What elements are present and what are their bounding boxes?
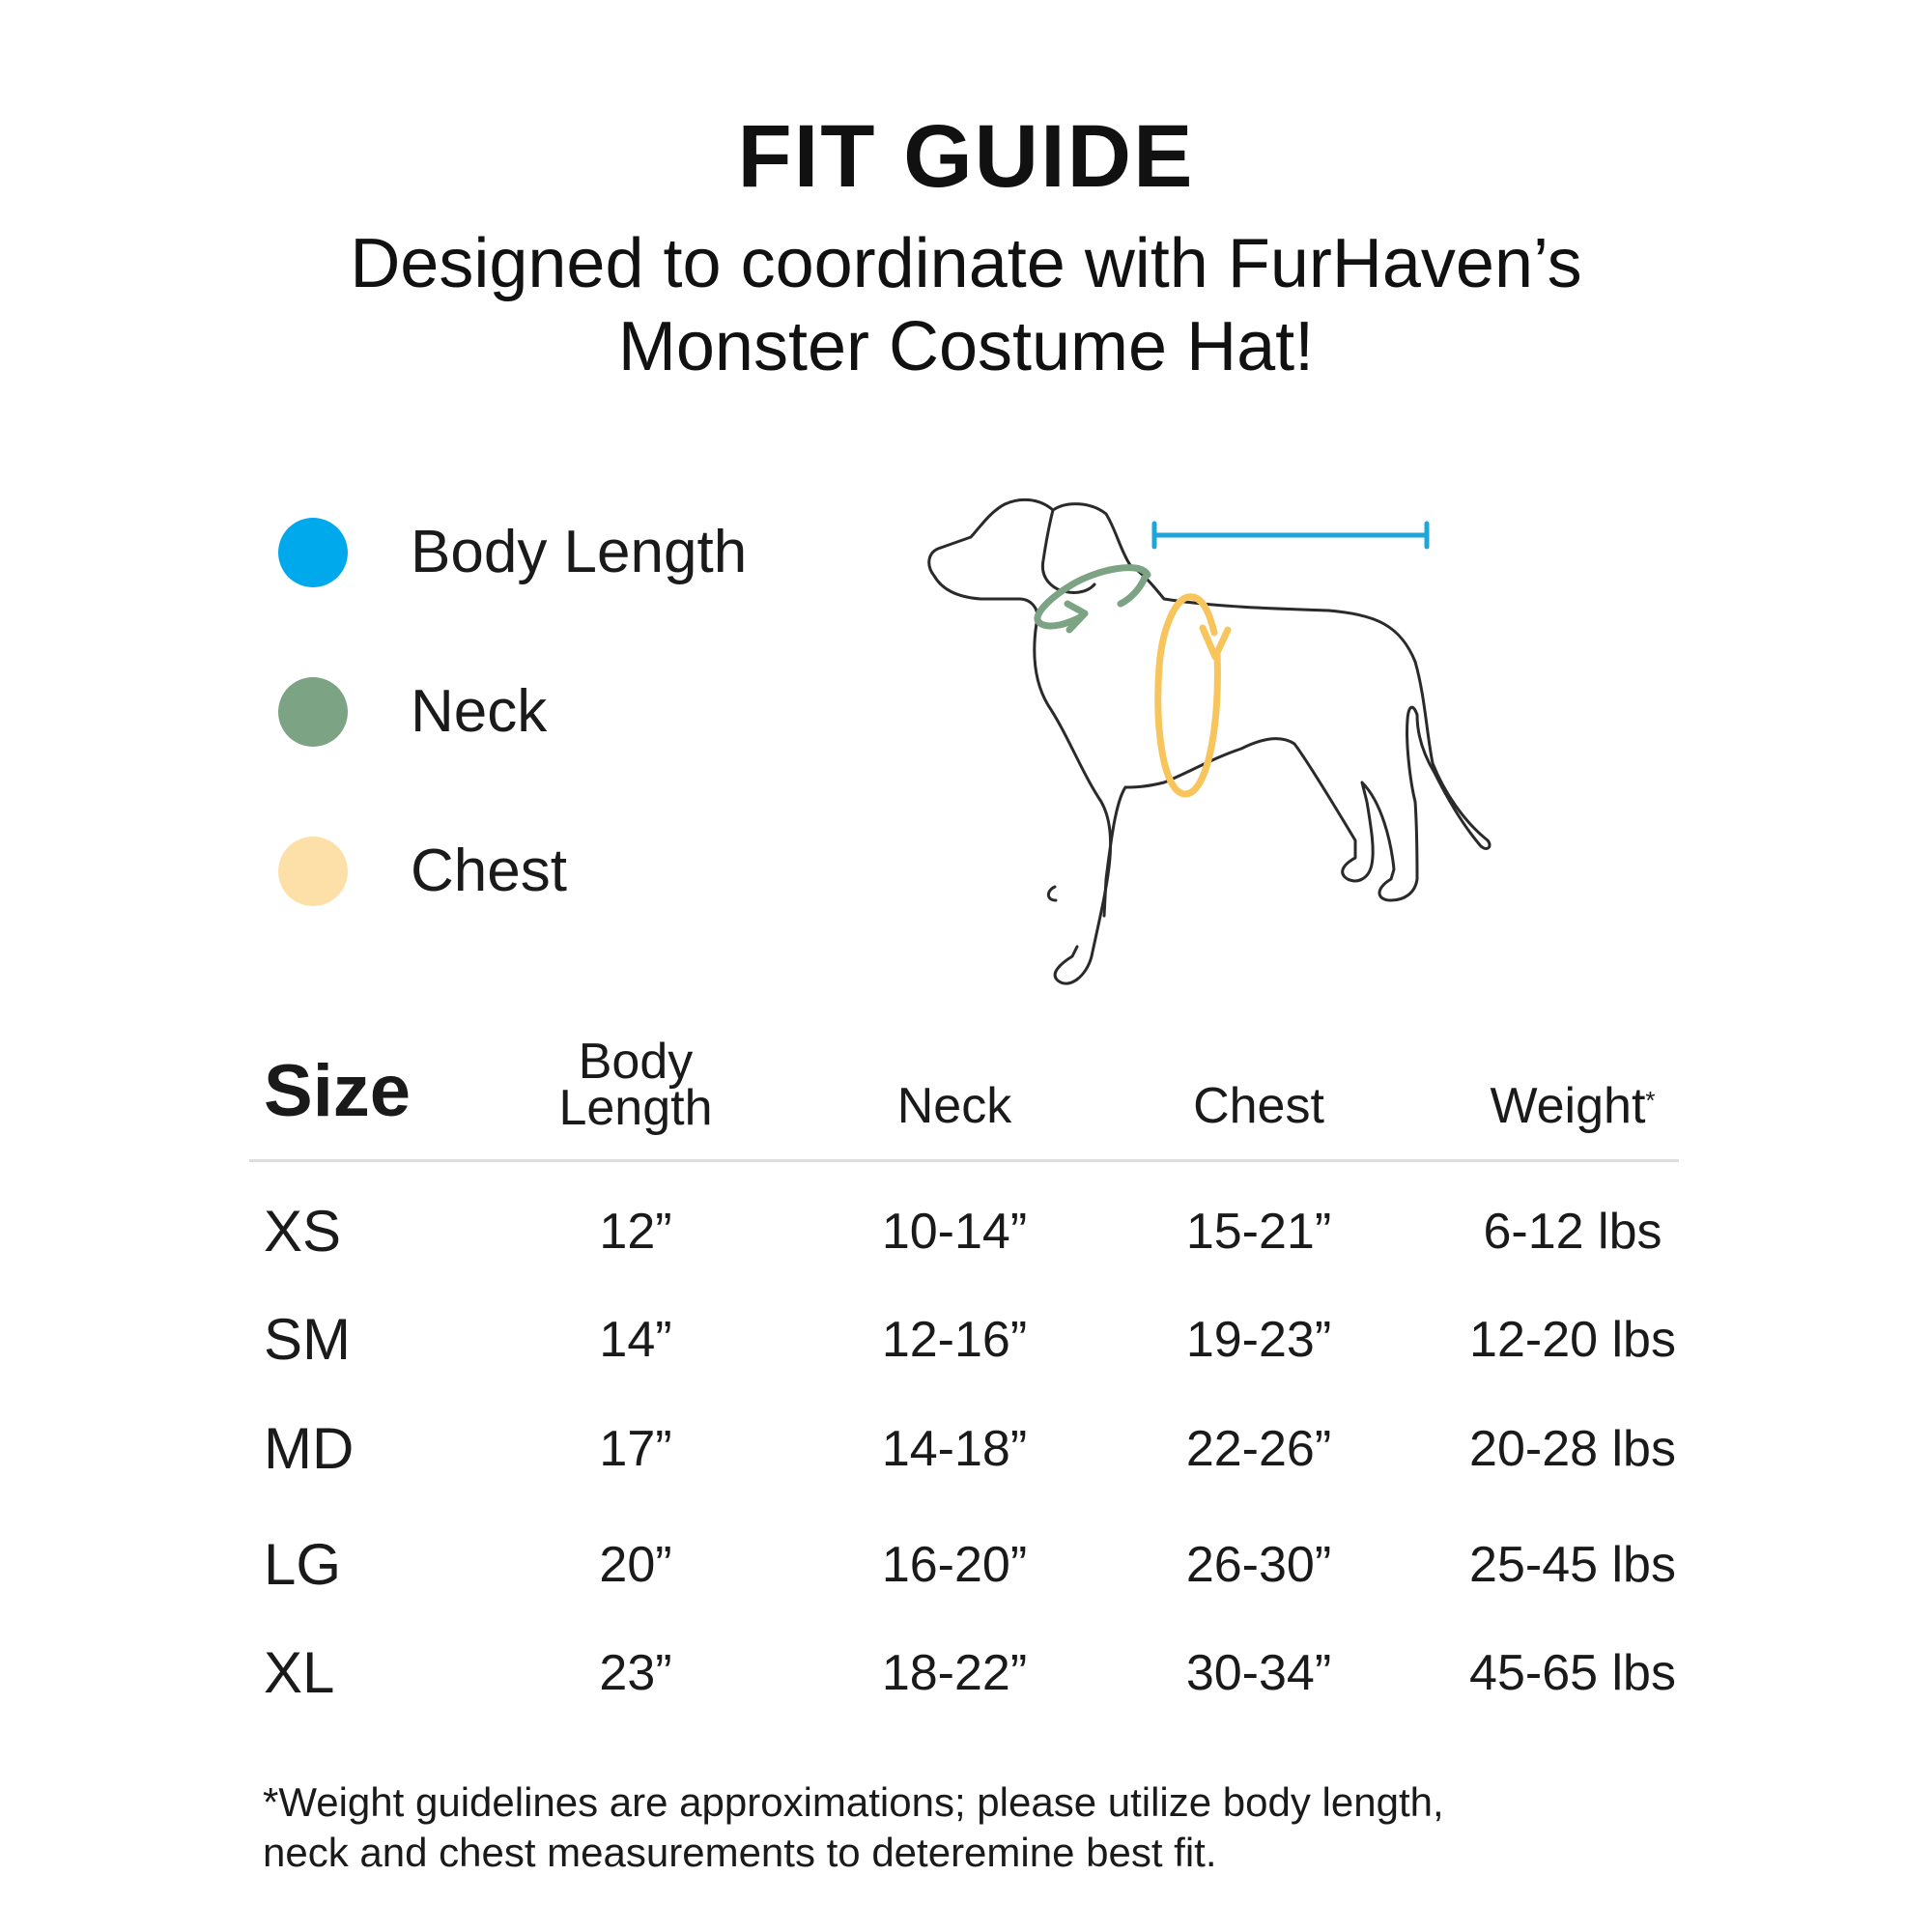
header-weight [1399,1078,1747,1134]
cell-body-length: 20” [599,1537,672,1593]
legend-item-neck [270,671,850,749]
cell-weight: 25-45 lbs [1469,1537,1676,1593]
cell-chest: 30-34” [1185,1645,1332,1701]
table-row [249,1415,1679,1492]
body-length-indicator [1154,524,1427,547]
table-row [249,1198,1679,1275]
header-weight-asterisk: * [1645,1086,1656,1115]
cell-chest: 26-30” [1185,1537,1332,1593]
neck-dot [278,677,348,747]
subtitle-line-1: Designed to coordinate with FurHaven’s [350,225,1582,302]
header-size: Size [264,1050,412,1132]
cell-chest: 19-23” [1185,1312,1332,1368]
chest-dot [278,837,348,906]
table-row [249,1531,1679,1608]
cell-neck: 10-14” [881,1204,1028,1260]
legend-label: Neck [411,678,548,745]
page-title: FIT GUIDE [737,107,1195,206]
subtitle-line-2: Monster Costume Hat! [617,308,1315,385]
cell-size: MD [264,1416,355,1481]
cell-weight: 45-65 lbs [1469,1645,1676,1701]
cell-body-length: 23” [599,1645,672,1701]
neck-indicator [1037,568,1148,630]
cell-body-length: 17” [599,1421,672,1477]
footnote-line-2: neck and chest measurements to deteremine best fit. [263,1830,1217,1875]
cell-weight: 6-12 lbs [1483,1204,1662,1260]
cell-neck: 12-16” [881,1312,1028,1368]
cell-neck: 14-18” [881,1421,1028,1477]
legend-label: Body Length [411,519,748,585]
cell-size: XS [264,1199,342,1264]
legend-item-chest [270,831,850,908]
header-neck: Neck [896,1078,1012,1134]
cell-body-length: 12” [599,1204,672,1260]
header-body-length-line-1: Body [578,1034,694,1090]
cell-body-length: 14” [599,1312,672,1368]
table-row [249,1639,1679,1717]
cell-weight: 12-20 lbs [1469,1312,1676,1368]
weight-footnote [263,1777,1712,1878]
header-body-length [491,1034,781,1136]
header-weight-label: Weight [1490,1078,1646,1134]
cell-weight: 20-28 lbs [1469,1421,1676,1477]
cell-size: SM [264,1307,351,1372]
cell-neck: 16-20” [881,1537,1028,1593]
cell-size: LG [264,1532,342,1597]
legend-item-body-length [270,512,850,589]
dog-measurement-diagram [923,454,1555,995]
table-row [249,1306,1679,1383]
cell-chest: 15-21” [1185,1204,1332,1260]
subtitle [0,222,1932,388]
header-body-length-line-2: Length [558,1080,713,1136]
cell-chest: 22-26” [1185,1421,1332,1477]
cell-neck: 18-22” [881,1645,1028,1701]
cell-size: XL [264,1640,335,1705]
header-chest: Chest [1193,1078,1324,1134]
body-length-dot [278,518,348,587]
footnote-line-1: *Weight guidelines are approximations; please utilize body length, [263,1779,1444,1825]
chest-indicator [1158,597,1228,794]
header-divider [249,1159,1679,1162]
legend-label: Chest [411,838,567,904]
